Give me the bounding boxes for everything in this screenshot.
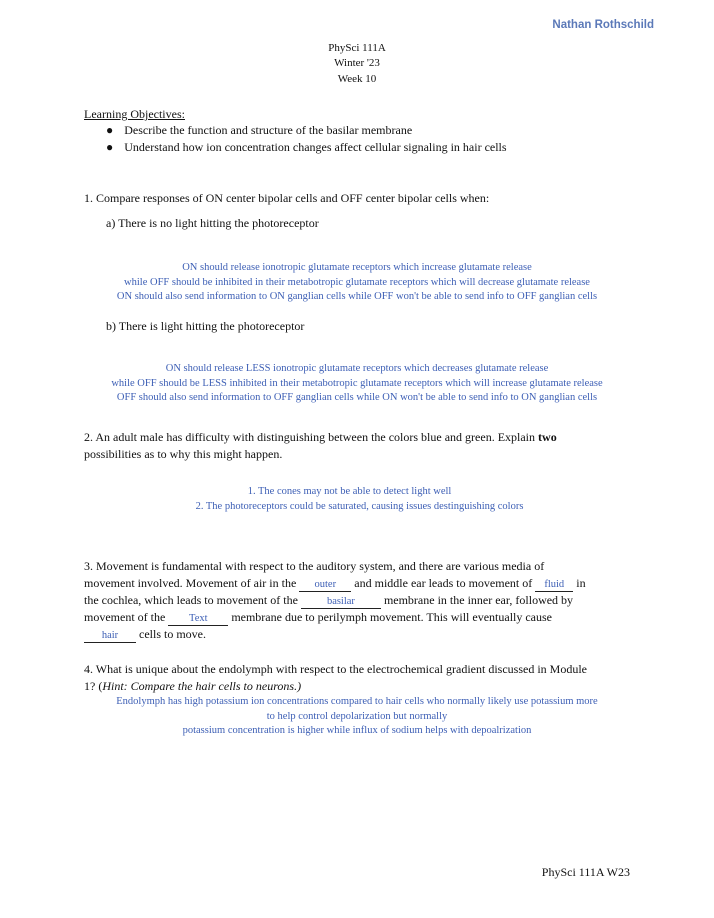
question-2-prompt bbox=[84, 429, 644, 463]
answer-line: ON should also send information to ON ganglian cells while OFF won't be able to send info to OFF ganglian cells bbox=[116, 291, 598, 303]
term: Winter '23 bbox=[334, 57, 380, 69]
blank-hair[interactable] bbox=[84, 629, 136, 643]
answer-line: potassium concentration is higher while influx of sodium helps with depoalrization bbox=[182, 725, 532, 737]
answer-line: ON should release LESS ionotropic glutamate receptors which decreases glutamate release bbox=[165, 363, 549, 374]
q3-line bbox=[84, 575, 644, 592]
blank-outer[interactable] bbox=[299, 578, 351, 592]
objective-text: Understand how ion concentration changes affect cellular signaling in hair cells bbox=[124, 140, 507, 154]
answer-line: Endolymph has high potassium ion concentrations compared to hair cells who normally likely use potassium more bbox=[116, 696, 598, 707]
answer-line: to help control depolarization but normally bbox=[266, 710, 448, 722]
blank-fluid[interactable] bbox=[535, 578, 573, 592]
answer-line: while OFF should be LESS inhibited in their metabotropic glutamate receptors which will increase glutamate release bbox=[111, 377, 603, 389]
q3-line bbox=[84, 592, 644, 609]
answer-4 bbox=[0, 695, 714, 739]
answer-line: while OFF should be inhibited in their metabotropic glutamate receptors which will decrease glutamate release bbox=[124, 276, 590, 288]
q3-line bbox=[84, 609, 644, 626]
page-footer: PhySci 111A W23 bbox=[541, 865, 630, 879]
q3-text: the cochlea, which leads to movement of the bbox=[84, 593, 301, 607]
week: Week 10 bbox=[337, 73, 377, 85]
objective-item bbox=[106, 139, 507, 156]
objectives-title: Learning Objectives: bbox=[84, 107, 185, 121]
blank-answer: fluid bbox=[544, 579, 565, 590]
answer-2 bbox=[0, 485, 714, 514]
objective-text: Describe the function and structure of the basilar membrane bbox=[124, 123, 413, 137]
question-1a-label: a) There is no light hitting the photoreceptor bbox=[106, 216, 319, 230]
objective-item bbox=[106, 122, 412, 139]
blank-basilar[interactable] bbox=[301, 595, 381, 609]
q3-text: movement involved. Movement of air in the bbox=[84, 576, 300, 590]
answer-line: OFF should also send information to OFF ganglian cells while ON won't be able to send info to ON ganglian cells bbox=[116, 392, 598, 404]
q4-line: 4. What is unique about the endolymph with respect to the electrochemical gradient discussed in Module bbox=[84, 662, 587, 676]
blank-answer: Text bbox=[189, 613, 208, 624]
prompt-bold: two bbox=[538, 430, 557, 444]
q3-text: cells to move. bbox=[136, 627, 206, 641]
q3-line: 3. Movement is fundamental with respect to the auditory system, and there are various media of bbox=[84, 559, 545, 573]
q4-hint: Hint: Compare the hair cells to neurons.) bbox=[102, 679, 302, 693]
bullet-icon: ● bbox=[106, 123, 114, 137]
author-name: Nathan Rothschild bbox=[552, 19, 654, 31]
question-4-prompt bbox=[84, 661, 654, 695]
q3-text: in bbox=[573, 576, 586, 590]
answer-1b bbox=[0, 362, 714, 406]
question-1-prompt: 1. Compare responses of ON center bipolar cells and OFF center bipolar cells when: bbox=[84, 191, 490, 205]
q3-text: membrane due to perilymph movement. This will eventually cause bbox=[228, 610, 553, 624]
blank-answer: basilar bbox=[326, 596, 355, 607]
course-title: PhySci 111A bbox=[328, 42, 386, 54]
answer-line: 2. The photoreceptors could be saturated, causing issues destinguishing colors bbox=[195, 500, 524, 512]
prompt-text: possibilities as to why this might happen. bbox=[84, 447, 283, 461]
q3-text: and middle ear leads to movement of bbox=[351, 576, 536, 590]
q3-text: movement of the bbox=[84, 610, 169, 624]
q4-line bbox=[84, 678, 654, 695]
q4-text: 1? ( bbox=[84, 679, 103, 693]
blank-answer: outer bbox=[314, 579, 337, 590]
answer-line: 1. The cones may not be able to detect light well bbox=[247, 486, 452, 497]
prompt-text: 2. An adult male has difficulty with distinguishing between the colors blue and green. Explain bbox=[84, 430, 539, 444]
blank-text[interactable] bbox=[168, 612, 228, 626]
q3-line bbox=[84, 626, 644, 643]
bullet-icon: ● bbox=[106, 140, 114, 154]
q3-text: membrane in the inner ear, followed by bbox=[380, 593, 574, 607]
blank-answer: hair bbox=[101, 630, 119, 641]
answer-1a bbox=[0, 261, 714, 305]
question-3 bbox=[84, 558, 644, 643]
answer-line: ON should release ionotropic glutamate receptors which increase glutamate release bbox=[182, 262, 532, 273]
question-1b-label: b) There is light hitting the photoreceptor bbox=[106, 319, 305, 333]
